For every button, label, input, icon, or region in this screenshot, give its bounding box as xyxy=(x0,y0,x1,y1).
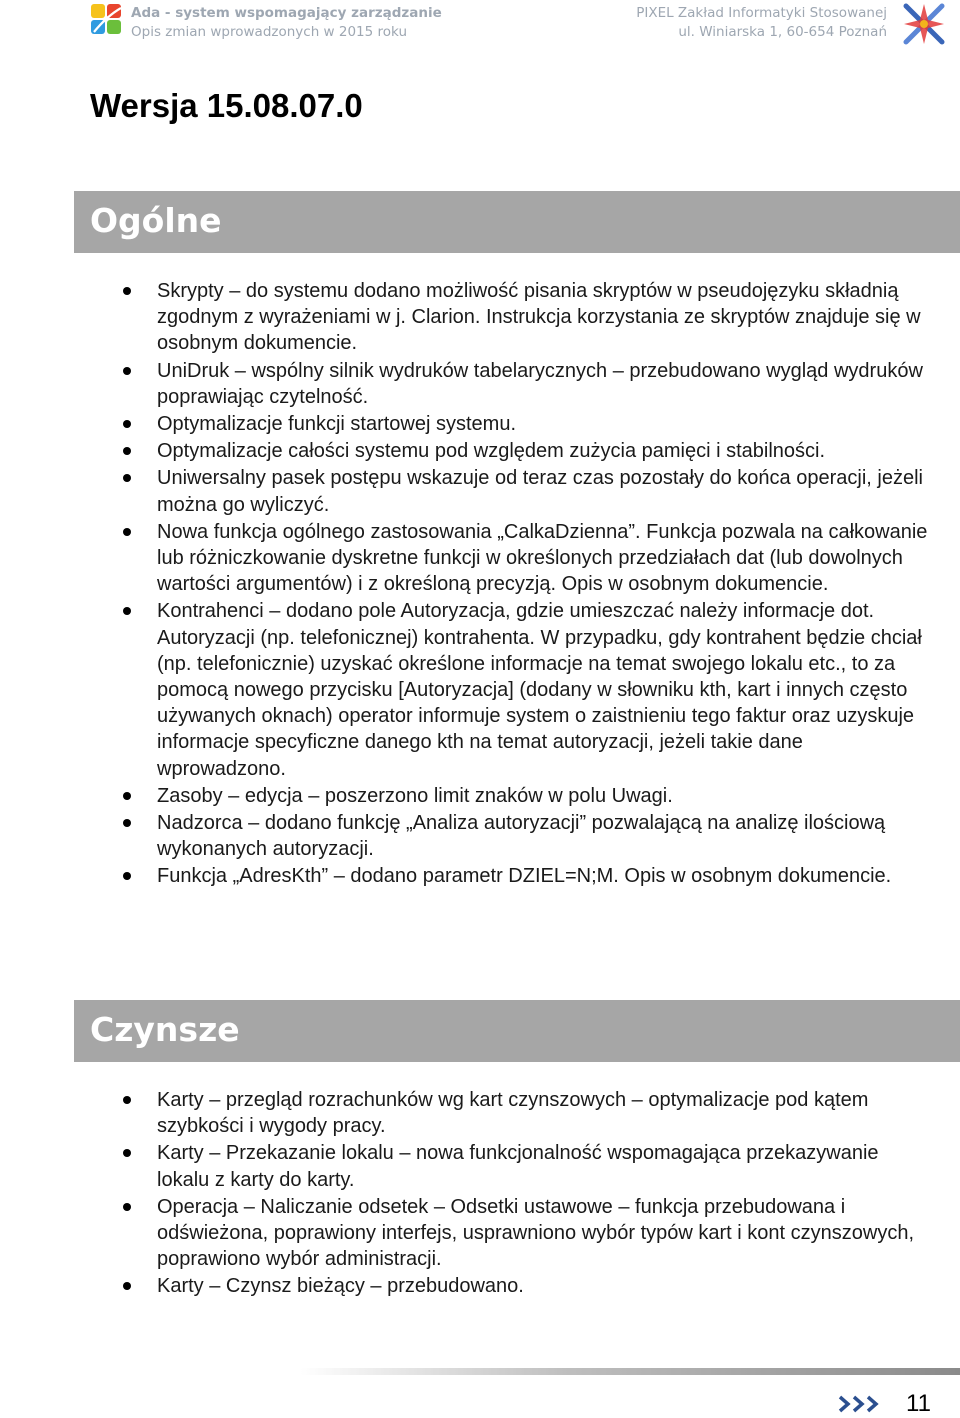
list-item-text: Optymalizacje funkcji startowej systemu. xyxy=(157,413,517,436)
list-item xyxy=(0,438,960,464)
list-item-text: Karty – Przekazanie lokalu – nowa funkcjonalność wspomagająca przekazywanie lokalu z karty do karty. xyxy=(157,1142,879,1191)
list-item-text: Uniwersalny pasek postępu wskazuje od teraz czas pozostały do końca operacji, jeżeli można go wyliczyć. xyxy=(157,467,923,516)
bullet-icon xyxy=(123,528,131,536)
list-item-text: Skrypty – do systemu dodano możliwość pisania skryptów w pseudojęzyku składnią zgodnym z wyrażeniami w j. Clarion. Instrukcja korzystania ze skryptów znajduje się w osobnym dokumencie. xyxy=(157,280,921,355)
bullet-icon xyxy=(123,1149,131,1157)
list-item-text: Optymalizacje całości systemu pod względem zużycia pamięci i stabilności. xyxy=(157,440,826,463)
bullet-icon xyxy=(123,792,131,800)
list-item-text: Funkcja „AdresKth” – dodano parametr DZIEL=N;M. Opis w osobnym dokumencie. xyxy=(157,865,892,888)
list-item-text: Nadzorca – dodano funkcję „Analiza autoryzacji” pozwalającą na analizę ilościową wykonanych autoryzacji. xyxy=(157,812,886,861)
list-item xyxy=(0,1273,960,1299)
bullet-icon xyxy=(123,872,131,880)
page-header xyxy=(0,0,960,50)
bullet-icon xyxy=(123,1203,131,1211)
bullet-icon xyxy=(123,819,131,827)
list-item xyxy=(0,278,960,357)
header-system-title: Ada - system wspomagający zarządzanie xyxy=(131,5,442,21)
bullet-list-czynsze xyxy=(0,1087,960,1301)
bullet-list-ogolne xyxy=(0,278,960,891)
section-header-ogolne xyxy=(74,191,960,253)
section-title: Ogólne xyxy=(90,201,222,240)
list-item xyxy=(0,863,960,889)
header-right-text xyxy=(636,4,887,42)
list-item-text: Nowa funkcja ogólnego zastosowania „CalkaDzienna”. Funkcja pozwala na całkowanie lub różniczkowanie dyskretne funkcji w określonych przedziałach dat (lub dowolnych wartości argumentów) i z określoną precyzją. Opis w osobnym dokumencie. xyxy=(157,520,928,596)
list-item xyxy=(0,411,960,437)
list-item-text: Kontrahenci – dodano pole Autoryzacja, gdzie umieszczać należy informacje dot. Autoryzacji (np. telefonicznej) kontrahenta. W przypadku, gdy kontrahent będzie chciał (np. telefonicznie) uzyskać określone informacje na temat swojego lokalu etc., to za pomocą nowego przycisku [Autoryzacja] (dodany w słowniku kth, kart i innych często używanych oknach) operator informuje system o zaistnieniu tego faktur oraz uzyskuje informacje specyficzne danego kth na temat autoryzacji, jeżeli takie dane wprowadzono. xyxy=(157,600,922,780)
list-item xyxy=(0,1194,960,1273)
list-item xyxy=(0,358,960,410)
triple-chevron-right-icon xyxy=(838,1395,886,1413)
bullet-icon xyxy=(123,447,131,455)
bullet-icon xyxy=(123,420,131,428)
list-item xyxy=(0,598,960,781)
bullet-icon xyxy=(123,1096,131,1104)
ada-logo-icon xyxy=(90,2,124,38)
list-item-text: UniDruk – wspólny silnik wydruków tabelarycznych – przebudowano wygląd wydruków poprawiając czytelność. xyxy=(157,359,923,408)
bullet-icon xyxy=(123,474,131,482)
bullet-icon xyxy=(123,607,131,615)
page-number: 11 xyxy=(906,1390,931,1417)
list-item xyxy=(0,783,960,809)
version-title: Wersja 15.08.07.0 xyxy=(90,87,363,124)
list-item xyxy=(0,465,960,517)
bullet-icon xyxy=(123,287,131,295)
list-item xyxy=(0,810,960,862)
list-item-text: Zasoby – edycja – poszerzono limit znaków w polu Uwagi. xyxy=(157,784,673,807)
list-item-text: Karty – przegląd rozrachunków wg kart czynszowych – optymalizacje pod kątem szybkości i wygody pracy. xyxy=(157,1089,869,1138)
header-left-text xyxy=(131,4,442,42)
header-document-subtitle: Opis zmian wprowadzonych w 2015 roku xyxy=(131,24,407,40)
list-item xyxy=(0,1087,960,1139)
header-company-name: PIXEL Zakład Informatyki Stosowanej xyxy=(636,5,887,21)
header-company-address: ul. Winiarska 1, 60-654 Poznań xyxy=(678,24,887,40)
section-header-czynsze xyxy=(74,1000,960,1062)
list-item xyxy=(0,1140,960,1192)
bullet-icon xyxy=(123,367,131,375)
bullet-icon xyxy=(123,1282,131,1290)
section-title: Czynsze xyxy=(90,1010,240,1049)
list-item xyxy=(0,519,960,598)
list-item-text: Operacja – Naliczanie odsetek – Odsetki ustawowe – funkcja przebudowana i odświeżona, poprawiony interfejs, usprawniono wybór typów kart i kont czynszowych, poprawiono wybór administracji. xyxy=(157,1195,915,1271)
pixel-logo-icon xyxy=(902,2,946,46)
list-item-text: Karty – Czynsz bieżący – przebudowano. xyxy=(157,1275,524,1298)
footer-divider xyxy=(300,1368,960,1375)
